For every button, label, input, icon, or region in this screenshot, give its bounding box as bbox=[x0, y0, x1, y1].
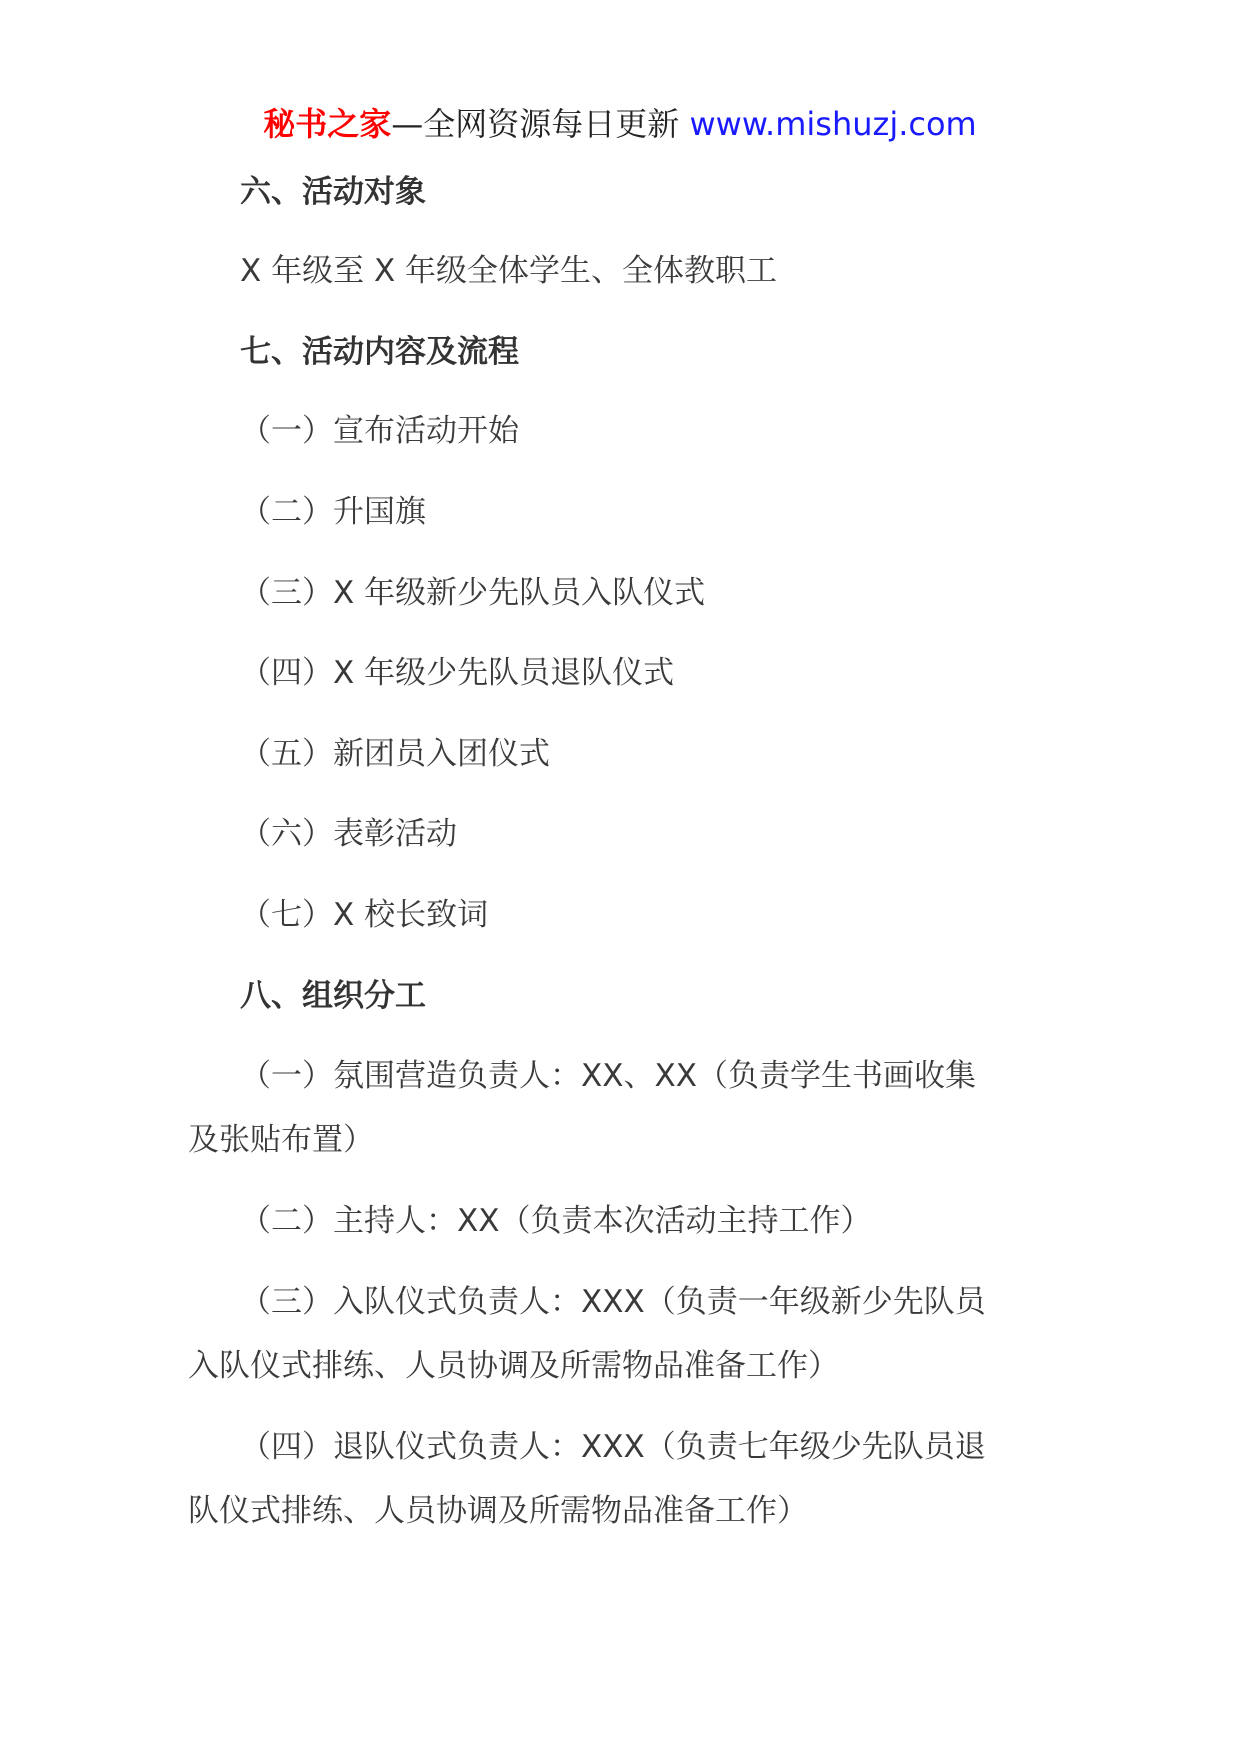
header-tagline: —全网资源每日更新 bbox=[391, 105, 680, 143]
list-item-continuation: 入队仪式排练、人员协调及所需物品准备工作） bbox=[188, 1348, 839, 1384]
section-6-text: X 年级至 X 年级全体学生、全体教职工 bbox=[240, 253, 778, 289]
brand-name: 秘书之家 bbox=[263, 105, 392, 143]
list-item: （六）表彰活动 bbox=[240, 816, 457, 852]
section-heading-7: 七、活动内容及流程 bbox=[240, 334, 519, 370]
section-heading-6: 六、活动对象 bbox=[240, 174, 426, 210]
list-item: （二）主持人：XX（负责本次活动主持工作） bbox=[240, 1203, 872, 1239]
list-item: （三）X 年级新少先队员入队仪式 bbox=[240, 575, 706, 611]
list-item: （二）升国旗 bbox=[240, 494, 426, 530]
list-item: （一）宣布活动开始 bbox=[240, 413, 519, 449]
list-item-continuation: 队仪式排练、人员协调及所需物品准备工作） bbox=[188, 1493, 808, 1529]
list-item-continuation: 及张贴布置） bbox=[188, 1122, 374, 1158]
list-item: （七）X 校长致词 bbox=[240, 897, 489, 933]
list-item: （三）入队仪式负责人：XXX（负责一年级新少先队员 bbox=[240, 1284, 986, 1320]
site-url-link[interactable]: www.mishuzj.com bbox=[689, 105, 977, 143]
list-item: （一）氛围营造负责人：XX、XX（负责学生书画收集 bbox=[240, 1058, 976, 1094]
list-item: （四）退队仪式负责人：XXX（负责七年级少先队员退 bbox=[240, 1429, 986, 1465]
list-item: （四）X 年级少先队员退队仪式 bbox=[240, 655, 675, 691]
page-header bbox=[0, 102, 1240, 146]
list-item: （五）新团员入团仪式 bbox=[240, 736, 550, 772]
section-heading-8: 八、组织分工 bbox=[240, 978, 426, 1014]
